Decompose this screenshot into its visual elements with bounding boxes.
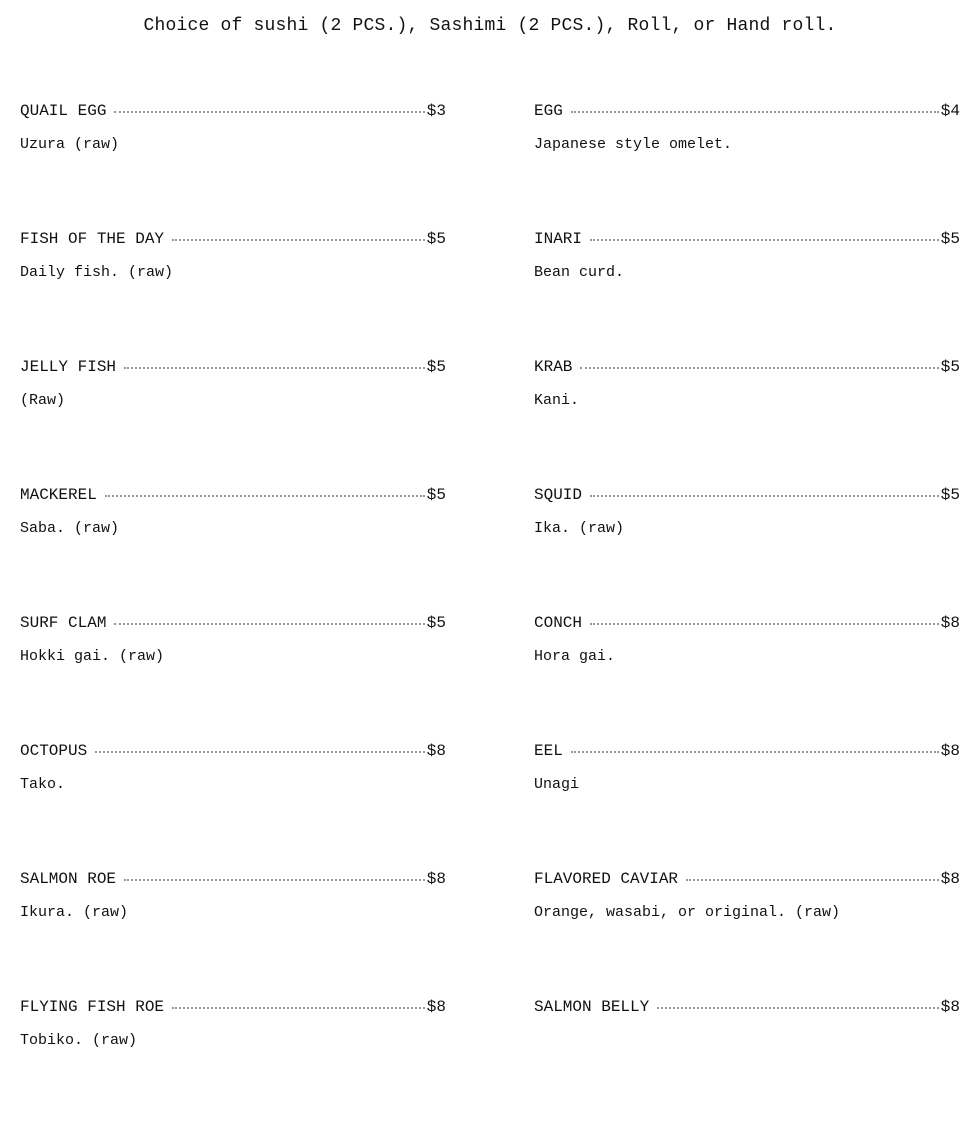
dot-leader	[114, 623, 424, 625]
item-line	[20, 740, 446, 762]
item-description: Kani.	[534, 392, 580, 409]
item-description: Saba. (raw)	[20, 520, 120, 537]
dot-leader	[172, 1007, 425, 1009]
item-name: OCTOPUS	[20, 742, 88, 760]
menu-item	[534, 228, 960, 356]
dot-leader	[95, 751, 425, 753]
menu-item	[534, 868, 960, 996]
item-description: Uzura (raw)	[20, 136, 120, 153]
menu-item	[20, 740, 446, 868]
item-name: JELLY FISH	[20, 358, 117, 376]
item-price: $5	[426, 614, 446, 632]
menu-item	[20, 996, 446, 1124]
item-price: $5	[426, 486, 446, 504]
dot-leader	[114, 111, 424, 113]
menu-item	[534, 612, 960, 740]
item-description: (Raw)	[20, 392, 66, 409]
item-line	[20, 356, 446, 378]
dot-leader	[590, 495, 939, 497]
menu-item	[20, 100, 446, 228]
menu-grid	[20, 100, 960, 1124]
item-description: Unagi	[534, 776, 580, 793]
item-description: Tako.	[20, 776, 66, 793]
item-price: $3	[426, 102, 446, 120]
item-name: EEL	[534, 742, 563, 760]
dot-leader	[124, 879, 425, 881]
item-description: Hokki gai. (raw)	[20, 648, 165, 665]
item-line	[534, 740, 960, 762]
item-description: Ika. (raw)	[534, 520, 625, 537]
menu-header: Choice of sushi (2 PCS.), Sashimi (2 PCS.), Roll, or Hand roll.	[143, 16, 837, 36]
dot-leader	[571, 111, 939, 113]
item-name: FLYING FISH ROE	[20, 998, 165, 1016]
menu-item	[534, 484, 960, 612]
item-price: $5	[940, 486, 960, 504]
menu-item	[534, 100, 960, 228]
item-name: CONCH	[534, 614, 583, 632]
menu-item	[534, 740, 960, 868]
item-line	[20, 484, 446, 506]
item-line	[20, 996, 446, 1018]
item-line	[20, 612, 446, 634]
item-name: INARI	[534, 230, 583, 248]
item-line	[20, 228, 446, 250]
item-name: SQUID	[534, 486, 583, 504]
item-line	[534, 100, 960, 122]
menu-item	[534, 996, 960, 1124]
item-line	[534, 996, 960, 1018]
item-line	[20, 868, 446, 890]
item-price: $8	[940, 870, 960, 888]
item-line	[534, 612, 960, 634]
menu-item	[20, 228, 446, 356]
item-description: Ikura. (raw)	[20, 904, 129, 921]
dot-leader	[590, 623, 939, 625]
item-description: Orange, wasabi, or original. (raw)	[534, 904, 841, 921]
item-price: $8	[940, 614, 960, 632]
menu-item	[20, 868, 446, 996]
dot-leader	[686, 879, 939, 881]
item-name: EGG	[534, 102, 563, 120]
item-line	[534, 356, 960, 378]
dot-leader	[571, 751, 939, 753]
item-name: SURF CLAM	[20, 614, 107, 632]
item-name: MACKEREL	[20, 486, 97, 504]
dot-leader	[590, 239, 939, 241]
item-line	[534, 868, 960, 890]
item-name: QUAIL EGG	[20, 102, 107, 120]
dot-leader	[124, 367, 425, 369]
dot-leader	[172, 239, 425, 241]
item-price: $8	[940, 742, 960, 760]
item-description: Bean curd.	[534, 264, 625, 281]
menu-item	[534, 356, 960, 484]
dot-leader	[105, 495, 425, 497]
item-name: FLAVORED CAVIAR	[534, 870, 679, 888]
item-price: $5	[940, 358, 960, 376]
item-price: $8	[426, 742, 446, 760]
item-line	[534, 484, 960, 506]
dot-leader	[580, 367, 938, 369]
menu-item	[20, 484, 446, 612]
item-description: Daily fish. (raw)	[20, 264, 174, 281]
item-description: Hora gai.	[534, 648, 616, 665]
item-price: $8	[426, 998, 446, 1016]
item-name: SALMON BELLY	[534, 998, 650, 1016]
item-line	[534, 228, 960, 250]
item-price: $5	[426, 230, 446, 248]
item-price: $8	[426, 870, 446, 888]
item-description: Japanese style omelet.	[534, 136, 733, 153]
menu-item	[20, 356, 446, 484]
item-name: SALMON ROE	[20, 870, 117, 888]
item-line	[20, 100, 446, 122]
item-price: $5	[426, 358, 446, 376]
dot-leader	[657, 1007, 939, 1009]
item-description: Tobiko. (raw)	[20, 1032, 138, 1049]
item-price: $5	[940, 230, 960, 248]
item-name: KRAB	[534, 358, 573, 376]
item-price: $8	[940, 998, 960, 1016]
item-name: FISH OF THE DAY	[20, 230, 165, 248]
item-price: $4	[940, 102, 960, 120]
menu-item	[20, 612, 446, 740]
